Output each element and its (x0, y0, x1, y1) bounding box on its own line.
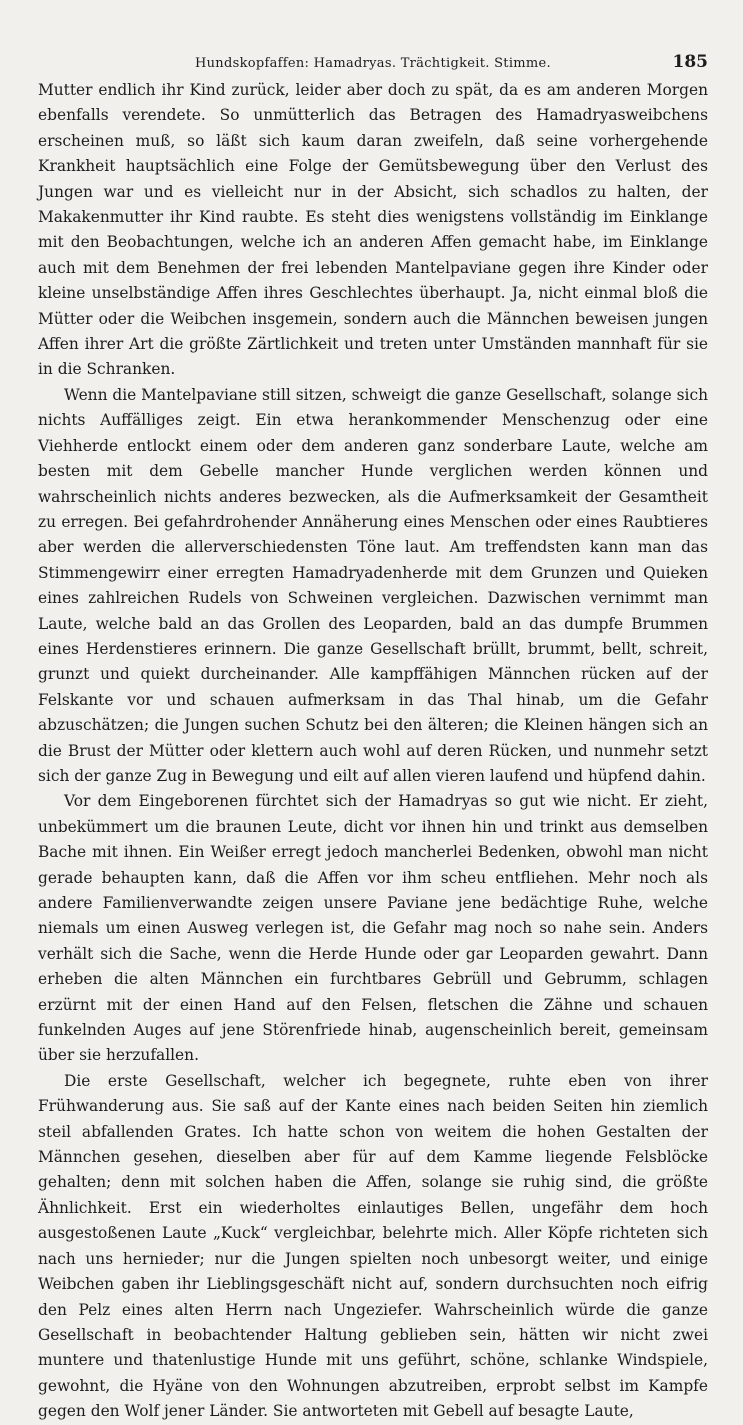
paragraph: Mutter endlich ihr Kind zurück, leider aber doch zu spät, da es am anderen Morgen ebenfalls verendete. So unmütterlich das Betragen des Hamadryasweibchens erscheinen muß, so läßt sich kaum daran zweifeln, daß seine vorhergehende Krankheit hauptsächlich eine Folge der Gemütsbewegung über den Verlust des Jungen war und es vielleicht nur in der Absicht, sich schadlos zu halten, der Makakenmutter ihr Kind raubte. Es steht dies wenigstens vollständig im Einklange mit den Beobachtungen, welche ich an anderen Affen gemacht habe, im Einklange auch mit dem Benehmen der frei lebenden Mantelpaviane gegen ihre Kinder oder kleine unselbständige Affen ihres Geschlechtes überhaupt. Ja, nicht einmal bloß die Mütter oder die Weibchen insgemein, sondern auch die Männchen beweisen jungen Affen ihrer Art die größte Zärtlichkeit und treten unter Umständen mannhaft für sie in die Schranken. (38, 81, 708, 379)
running-title: Hundskopfaffen: Hamadryas. Trächtigkeit. Stimme. (195, 56, 551, 71)
paragraph: Die erste Gesellschaft, welcher ich begegnete, ruhte eben von ihrer Frühwanderung aus. Sie saß auf der Kante eines nach beiden Seiten hin ziemlich steil abfallenden Grates. Ich hatte schon von weitem die hohen Gestalten der Männchen gesehen, dieselben aber für auf dem Kamme liegende Felsblöcke gehalten; denn mit solchen haben die Affen, solange sie ruhig sind, die größte Ähnlichkeit. Erst ein wiederholtes einlautiges Bellen, ungefähr dem hoch ausgestoßenen Laute „Kuck“ vergleichbar, belehrte mich. Aller Köpfe richteten sich nach uns hernieder; nur die Jungen spielten noch unbesorgt weiter, und einige Weibchen gaben ihr Lieblingsgeschäft nicht auf, sondern durchsuchten noch eifrig den Pelz eines alten Herrn nach Ungeziefer. Wahrscheinlich würde die ganze Gesellschaft in beobachtender Haltung geblieben sein, hätten wir nicht zwei muntere und thatenlustige Hunde mit uns geführt, schöne, schlanke Windspiele, gewohnt, die Hyäne von den Wohnungen abzutreiben, erprobt selbst im Kampfe gegen den Wolf jener Länder. Sie antworteten mit Gebell auf besagte Laute, (38, 1071, 708, 1421)
paragraph: Wenn die Mantelpaviane still sitzen, schweigt die ganze Gesellschaft, solange sich nichts Auffälliges zeigt. Ein etwa herankommender Menschenzug oder eine Viehherde entlockt einem oder dem anderen ganz sonderbare Laute, welche am besten mit dem Gebelle mancher Hunde verglichen werden können und wahrscheinlich nichts anderes bezwecken, als die Aufmerksamkeit der Gesamtheit zu erregen. Bei gefahrdrohender Annäherung eines Menschen oder eines Raubtieres aber werden die allerverschiedensten Töne laut. Am treffendsten kann man das Stimmengewirr einer erregten Hamadryadenherde mit dem Grunzen und Quieken eines zahlreichen Rudels von Schweinen vergleichen. Dazwischen vernimmt man Laute, welche bald an das Grollen des Leoparden, bald an das dumpfe Brummen eines Herdenstieres erinnern. Die ganze Gesellschaft brüllt, brummt, bellt, schreit, grunzt und quiekt durcheinander. Alle kampffähigen Männchen rücken auf der Felskante vor und schauen aufmerksam in das Thal hinab, um die Gefahr abzuschätzen; die Jungen suchen Schutz bei den älteren; die Kleinen hängen sich an die Brust der Mütter oder klettern auch wohl auf deren Rücken, und nunmehr setzt sich der ganze Zug in Bewegung und eilt auf allen vieren laufend und hüpfend dahin. (38, 385, 708, 785)
paragraph: Vor dem Eingeborenen fürchtet sich der Hamadryas so gut wie nicht. Er zieht, unbekümmert um die braunen Leute, dicht vor ihnen hin und trinkt aus demselben Bache mit ihnen. Ein Weißer erregt jedoch mancherlei Bedenken, obwohl man nicht gerade behaupten kann, daß die Affen vor ihm scheu entfliehen. Mehr noch als andere Familienverwandte zeigen unsere Paviane jene bedächtige Ruhe, welche niemals um einen Ausweg verlegen ist, die Gefahr mag noch so nahe sein. Anders verhält sich die Sache, wenn die Herde Hunde oder gar Leoparden gewahrt. Dann erheben die alten Männchen ein furchtbares Gebrüll und Gebrumm, schlagen erzürnt mit der einen Hand auf den Felsen, fletschen die Zähne und schauen funkelnden Auges auf jene Störenfriede hinab, augenscheinlich bereit, gemeinsam über sie herzufallen. (38, 792, 708, 1065)
book-page (38, 48, 708, 1425)
body-text (38, 78, 708, 1425)
running-head (38, 48, 708, 74)
page-number: 185 (672, 52, 708, 72)
